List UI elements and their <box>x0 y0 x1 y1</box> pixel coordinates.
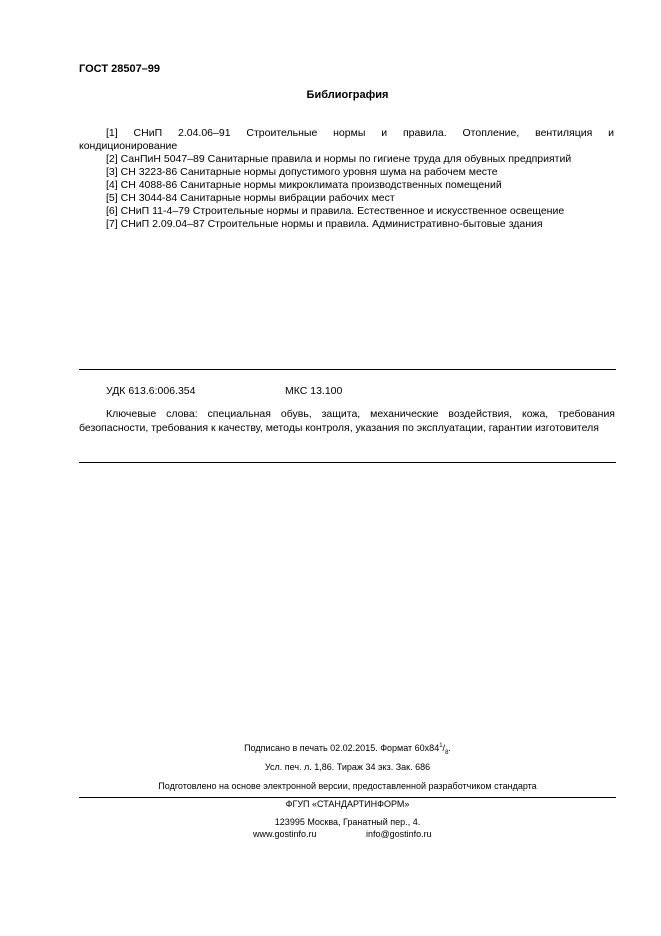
signed-for-print: Подписано в печать 02.02.2015. Формат $60х84^1/_8$. <box>244 743 451 756</box>
bibliography-title: Библиография <box>306 89 389 101</box>
bib-item-4: [4] СН 4088-86 Санитарные нормы микроклимата производственных помещений <box>106 179 502 191</box>
mks-code: МКС 13.100 <box>285 385 343 397</box>
bib-item-6: [6] СНиП 11-4–79 Строительные нормы и правила. Естественное и искусственное освещение <box>106 205 565 217</box>
bib-item-1-continuation: кондиционирование <box>79 140 178 152</box>
email-link[interactable]: info@gostinfo.ru <box>366 829 432 839</box>
bibliography-list <box>79 127 614 231</box>
print-info: Усл. печ. л. 1,86. Тираж 34 экз. Зак. 686 <box>264 762 431 772</box>
website-link[interactable]: www.gostinfo.ru <box>253 829 317 839</box>
bib-item-7: [7] СНиП 2.09.04–87 Строительные нормы и правила. Административно-бытовые здания <box>106 218 543 230</box>
bib-item-3: [3] СН 3223-86 Санитарные нормы допустимого уровня шума на рабочем месте <box>106 166 498 178</box>
publisher-name: ФГУП «СТАНДАРТИНФОРМ» <box>285 799 410 809</box>
prepared-note: Подготовлено на основе электронной версии, предоставленной разработчиком стандарта <box>158 781 537 791</box>
bib-item-5: [5] СН 3044-84 Санитарные нормы вибрации рабочих мест <box>106 192 395 204</box>
imprint-divider <box>79 797 616 798</box>
publisher-address: 123995 Москва, Гранатный пер., 4. <box>274 817 421 827</box>
udk-code: УДК 613.6:006.354 <box>106 385 196 397</box>
bib-item-1: [1] СНиП 2.04.06–91 Строительные нормы и правила. Отопление, вентиляция и <box>106 127 614 139</box>
standard-number: ГОСТ 28507–99 <box>79 63 161 75</box>
keywords-paragraph: Ключевые слова: специальная обувь, защита, механические воздействия, кожа, требования безопасности, требования к качеству, методы контроля, указания по эксплуатации, гарантии изготовителя <box>79 408 615 434</box>
bottom-divider <box>79 462 616 463</box>
bib-item-2: [2] СанПиН 5047–89 Санитарные правила и нормы по гигиене труда для обувных предприятий <box>106 153 572 165</box>
top-divider <box>79 369 616 370</box>
